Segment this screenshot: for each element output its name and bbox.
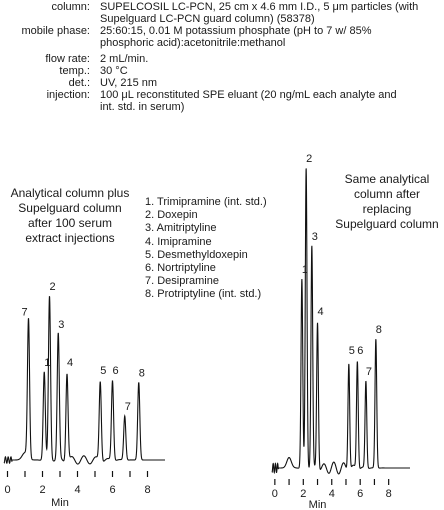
x-tick-label: 0: [271, 488, 278, 500]
peak-label: 8: [375, 324, 382, 336]
condition-value-line: int. std. in serum): [100, 101, 185, 114]
left-panel-label-line: after 100 serum: [27, 216, 113, 230]
right-panel-label-line: column after: [353, 187, 421, 201]
x-tick-label: 8: [144, 484, 151, 496]
left-panel-label-line: Supelguard column: [18, 201, 122, 215]
condition-label: column:: [51, 1, 90, 13]
right-panel-label-line: Supelguard column: [335, 217, 439, 231]
peak-label: 1: [44, 356, 51, 369]
condition-value-line: 30 °C: [100, 65, 128, 77]
x-axis-title: Min: [308, 499, 327, 510]
right-panel-label-line: Same analytical: [344, 172, 430, 186]
x-tick-label: 6: [357, 488, 364, 500]
condition-value-line: UV, 215 nm: [100, 77, 158, 89]
peak-label: 5: [100, 365, 107, 378]
condition-value-line: 100 μL reconstituted SPE eluant (20 ng/mL each analyte and: [100, 89, 397, 101]
x-tick-label: 6: [109, 484, 116, 496]
peak-label: 7: [124, 400, 131, 413]
peak-label: 1: [301, 264, 308, 276]
condition-label: det.:: [68, 77, 90, 89]
peak-list-item: 8. Protriptyline (int. std.): [145, 288, 262, 301]
x-tick-label: 4: [328, 488, 335, 500]
x-tick-label: 0: [4, 484, 11, 496]
condition-label: injection:: [46, 89, 90, 101]
peak-label: 3: [58, 319, 65, 331]
peak-label: 3: [311, 231, 318, 243]
peak-label: 5: [348, 345, 355, 357]
peak-list-item: 7. Desipramine: [145, 275, 219, 288]
condition-value-line: SUPELCOSIL LC-PCN, 25 cm x 4.6 mm I.D., 5 μm particles (with: [100, 1, 419, 13]
left-panel-label-line: extract injections: [25, 231, 115, 245]
peak-label: 4: [66, 356, 74, 369]
peak-label: 8: [138, 367, 145, 380]
left-panel-label-line: Analytical column plus: [10, 186, 130, 200]
peak-list-item: 5. Desmethyldoxepin: [145, 248, 248, 261]
chromatogram-trace: [272, 168, 410, 474]
peak-list-item: 1. Trimipramine (int. std.): [145, 196, 267, 208]
peak-label: 7: [365, 366, 372, 378]
x-axis-title: Min: [51, 497, 69, 509]
peak-label: 6: [357, 345, 364, 357]
peak-list-item: 4. Imipramine: [145, 235, 212, 248]
condition-value-line: 25:60:15, 0.01 M potassium phosphate (pH to 7 w/ 85%: [100, 25, 372, 37]
peak-list-item: 3. Amitriptyline: [145, 222, 217, 235]
peak-label: 2: [49, 281, 56, 294]
x-tick-label: 4: [74, 484, 81, 496]
condition-label: mobile phase:: [21, 25, 90, 37]
peak-list-item: 6. Nortriptyline: [145, 262, 216, 275]
condition-label: flow rate:: [45, 53, 90, 65]
peak-list-item: 2. Doxepin: [145, 209, 198, 222]
condition-value-line: Supelguard LC-PCN guard column) (58378): [100, 13, 315, 26]
peak-label: 7: [21, 306, 28, 319]
x-tick-label: 8: [385, 488, 392, 500]
condition-value-line: phosphoric acid):acetonitrile:methanol: [100, 37, 286, 50]
condition-value-line: 2 mL/min.: [100, 53, 149, 65]
condition-label: temp.:: [59, 65, 90, 77]
peak-label: 6: [112, 365, 119, 378]
chromatogram-trace: [4, 296, 165, 464]
peak-label: 4: [317, 306, 324, 318]
x-tick-label: 2: [39, 484, 46, 496]
x-tick-label: 2: [300, 488, 307, 500]
peak-label: 2: [306, 153, 313, 165]
right-panel-label-line: replacing: [362, 202, 412, 216]
